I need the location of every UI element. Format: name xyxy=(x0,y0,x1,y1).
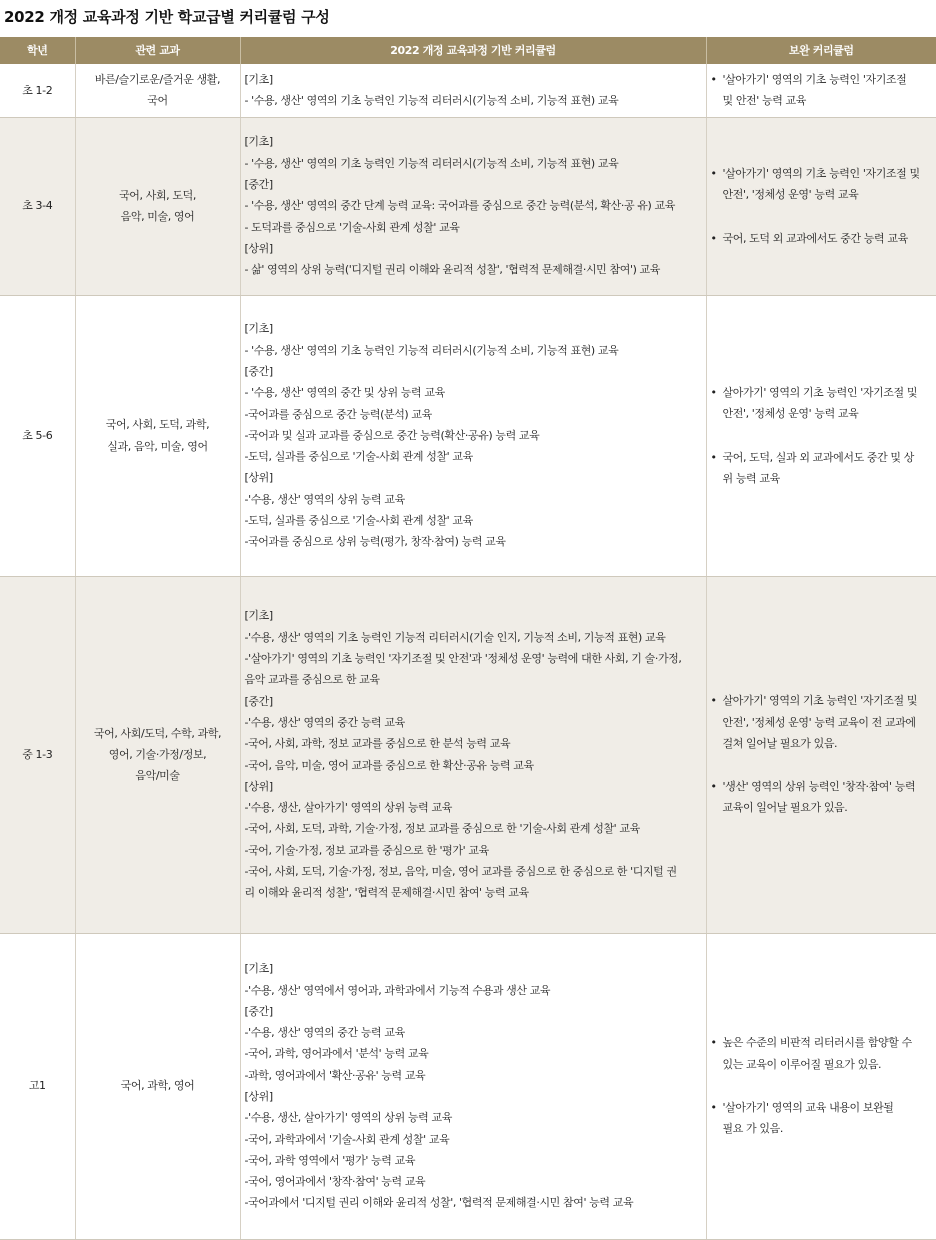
supplement-line: 안전', '정체성 운영' 능력 교육 xyxy=(722,407,859,421)
curriculum-line: -'살아가기' 영역의 기초 능력인 '자기조절 및 안전'과 '정체성 운영' 능력에 대한 사회, 기 술·가정, xyxy=(244,652,682,666)
supplement-line: 안전', '정체성 운영' 능력 교육이 전 교과에 xyxy=(722,715,916,729)
supplement-line: 국어, 도덕, 실과 외 교과에서도 중간 및 상 xyxy=(722,450,914,464)
curriculum-cell xyxy=(240,576,706,933)
subject-line: 국어, 사회/도덕, 수학, 과학, xyxy=(93,726,222,740)
supplement-note xyxy=(709,228,933,249)
curriculum-line: - '수용, 생산' 영역의 기초 능력인 기능적 리터러시(기능적 소비, 기능적 표현) 교육 xyxy=(244,343,619,357)
grade-cell: 중 1-3 xyxy=(0,576,75,933)
curriculum-line: -도덕, 실과를 중심으로 '기술-사회 관계 성찰' 교육 xyxy=(244,514,473,528)
table-header-row xyxy=(0,37,936,64)
supplement-line: 교육이 일어날 필요가 있음. xyxy=(722,801,848,815)
grade-cell: 초 5-6 xyxy=(0,295,75,576)
curriculum-line: -국어, 사회, 도덕, 기술·가정, 정보, 음악, 미술, 영어 교과를 중심으로 한 중심으로 한 '디지털 권 xyxy=(244,864,677,878)
curriculum-line: - '수용, 생산' 영역의 중간 단계 능력 교육: 국어과를 중심으로 중간 능력(분석, 확산·공 유) 교육 xyxy=(244,199,675,213)
curriculum-line: -'수용, 생산' 영역에서 영어과, 과학과에서 기능적 수용과 생산 교육 xyxy=(244,983,551,997)
supplement-line: 높은 수준의 비판적 리터러시를 함양할 수 xyxy=(722,1036,912,1050)
curriculum-line: -국어, 영어과에서 '창작·참여' 능력 교육 xyxy=(244,1175,426,1189)
header-supplement: 보완 커리큘럼 xyxy=(706,37,936,64)
header-grade: 학년 xyxy=(0,37,75,64)
curriculum-line: -국어과를 중심으로 상위 능력(평가, 창작·참여) 능력 교육 xyxy=(244,535,506,549)
curriculum-line: -국어과를 중심으로 중간 능력(분석) 교육 xyxy=(244,407,432,421)
curriculum-line: [중간] xyxy=(244,1004,273,1018)
curriculum-line: -국어, 음악, 미술, 영어 교과를 중심으로 한 확산·공유 능력 교육 xyxy=(244,758,534,772)
subject-line: 음악/미술 xyxy=(135,769,180,783)
bullet-icon: • xyxy=(710,780,717,794)
curriculum-line: - '수용, 생산' 영역의 기초 능력인 기능적 리터러시(기능적 소비, 기능적 표현) 교육 xyxy=(244,94,619,108)
curriculum-line: [기초] xyxy=(244,322,273,336)
curriculum-table xyxy=(0,37,936,1240)
curriculum-line: [중간] xyxy=(244,694,273,708)
subject-line: 영어, 기술·가정/정보, xyxy=(108,747,207,761)
curriculum-line: -국어과 및 실과 교과를 중심으로 중간 능력(확산·공유) 능력 교육 xyxy=(244,428,540,442)
supplement-line: 걸쳐 일어날 필요가 있음. xyxy=(722,736,838,750)
supplement-note xyxy=(709,69,933,112)
supplement-note xyxy=(709,382,933,425)
grade-cell: 초 1-2 xyxy=(0,64,75,117)
curriculum-line: [기초] xyxy=(244,135,273,149)
supplement-line: 살아가기' 영역의 기초 능력인 '자기조절 및 xyxy=(722,385,918,399)
table-row xyxy=(0,117,936,295)
table-row xyxy=(0,64,936,117)
supplement-note xyxy=(709,1032,933,1075)
supplement-note xyxy=(709,776,933,819)
supplement-line: 위 능력 교육 xyxy=(722,471,780,485)
curriculum-line: - 삶' 영역의 상위 능력('디지털 권리 이해와 윤리적 성찰', '협력적 문제해결·시민 참여') 교육 xyxy=(244,263,661,277)
supplement-note xyxy=(709,690,933,754)
supplement-note xyxy=(709,1097,933,1140)
curriculum-line: -'수용, 생산' 영역의 중간 능력 교육 xyxy=(244,715,405,729)
supplement-cell xyxy=(706,295,936,576)
table-row xyxy=(0,295,936,576)
bullet-icon: • xyxy=(710,167,717,181)
curriculum-line: - 도덕과를 중심으로 '기술-사회 관계 성찰' 교육 xyxy=(244,220,460,234)
curriculum-line: -국어, 과학과에서 '기술-사회 관계 성찰' 교육 xyxy=(244,1132,450,1146)
curriculum-line: 리 이해와 윤리적 성찰', '협력적 문제해결·시민 참여' 능력 교육 xyxy=(244,886,529,900)
subjects-cell xyxy=(75,576,240,933)
curriculum-line: -'수용, 생산' 영역의 기초 능력인 기능적 리터러시(기술 인지, 기능적 소비, 기능적 표현) 교육 xyxy=(244,630,666,644)
curriculum-line: -국어과에서 '디지털 권리 이해와 윤리적 성찰', '협력적 문제해결·시민 참여' 능력 교육 xyxy=(244,1196,634,1210)
curriculum-line: -국어, 과학, 영어과에서 '분석' 능력 교육 xyxy=(244,1047,429,1061)
subject-line: 실과, 음악, 미술, 영어 xyxy=(107,439,208,453)
curriculum-line: -국어, 과학 영역에서 '평가' 능력 교육 xyxy=(244,1153,416,1167)
header-subjects: 관련 교과 xyxy=(75,37,240,64)
curriculum-line: [상위] xyxy=(244,241,273,255)
supplement-line: '살아가기' 영역의 교육 내용이 보완될 xyxy=(722,1101,894,1114)
table-row xyxy=(0,576,936,933)
curriculum-line: -국어, 사회, 도덕, 과학, 기술·가정, 정보 교과를 중심으로 한 '기술-사회 관계 성찰' 교육 xyxy=(244,822,640,836)
supplement-line: 안전', '정체성 운영' 능력 교육 xyxy=(722,188,859,202)
grade-cell: 고1 xyxy=(0,933,75,1239)
bullet-icon: • xyxy=(710,450,717,464)
curriculum-line: -과학, 영어과에서 '확산·공유' 능력 교육 xyxy=(244,1068,426,1082)
bullet-icon: • xyxy=(710,72,717,86)
supplement-line: 살아가기' 영역의 기초 능력인 '자기조절 및 xyxy=(722,694,918,708)
curriculum-line: [상위] xyxy=(244,1090,273,1103)
curriculum-cell xyxy=(240,295,706,576)
bullet-icon: • xyxy=(710,1101,717,1114)
bullet-icon: • xyxy=(710,231,717,245)
subject-line: 국어 xyxy=(147,94,168,108)
supplement-line: '생산' 영역의 상위 능력인 '창작·참여' 능력 xyxy=(722,780,916,794)
subjects-cell xyxy=(75,64,240,117)
supplement-line: 있는 교육이 이루어질 필요가 있음. xyxy=(722,1057,882,1071)
curriculum-line: -'수용, 생산' 영역의 상위 능력 교육 xyxy=(244,492,405,506)
subject-line: 바른/슬기로운/즐거운 생활, xyxy=(94,72,221,86)
curriculum-cell xyxy=(240,933,706,1239)
subject-line: 음악, 미술, 영어 xyxy=(120,210,195,223)
curriculum-line: [기초] xyxy=(244,609,273,623)
supplement-cell xyxy=(706,64,936,117)
subject-line: 국어, 사회, 도덕, 과학, xyxy=(105,418,210,432)
subjects-cell xyxy=(75,933,240,1239)
curriculum-line: -'수용, 생산, 살아가기' 영역의 상위 능력 교육 xyxy=(244,801,452,815)
supplement-cell xyxy=(706,576,936,933)
supplement-cell xyxy=(706,117,936,295)
grade-cell: 초 3-4 xyxy=(0,117,75,295)
curriculum-line: [중간] xyxy=(244,178,273,192)
curriculum-cell xyxy=(240,64,706,117)
curriculum-line: -'수용, 생산, 살아가기' 영역의 상위 능력 교육 xyxy=(244,1111,452,1125)
curriculum-line: [기초] xyxy=(244,962,273,976)
curriculum-line: - '수용, 생산' 영역의 중간 및 상위 능력 교육 xyxy=(244,386,445,400)
subjects-cell xyxy=(75,295,240,576)
table-body xyxy=(0,64,936,1239)
bullet-icon: • xyxy=(710,1036,717,1050)
curriculum-line: [기초] xyxy=(244,72,273,86)
curriculum-line: [상위] xyxy=(244,779,273,793)
curriculum-line: -국어, 기술·가정, 정보 교과를 중심으로 한 '평가' 교육 xyxy=(244,843,489,857)
subject-line: 국어, 과학, 영어 xyxy=(120,1079,195,1093)
curriculum-cell xyxy=(240,117,706,295)
bullet-icon: • xyxy=(710,385,717,399)
curriculum-line: 음악 교과를 중심으로 한 교육 xyxy=(244,673,380,687)
bullet-icon: • xyxy=(710,694,717,708)
curriculum-line: -국어, 사회, 과학, 정보 교과를 중심으로 한 분석 능력 교육 xyxy=(244,737,511,751)
curriculum-line: -도덕, 실과를 중심으로 '기술-사회 관계 성찰' 교육 xyxy=(244,450,473,464)
subject-line: 국어, 사회, 도덕, xyxy=(119,188,196,202)
curriculum-line: [상위] xyxy=(244,471,273,485)
curriculum-line: - '수용, 생산' 영역의 기초 능력인 기능적 리터러시(기능적 소비, 기능적 표현) 교육 xyxy=(244,156,619,170)
supplement-note xyxy=(709,163,933,206)
table-row xyxy=(0,933,936,1239)
curriculum-line: -'수용, 생산' 영역의 중간 능력 교육 xyxy=(244,1026,405,1040)
subjects-cell xyxy=(75,117,240,295)
supplement-line: '살아가기' 영역의 기초 능력인 '자기조절 및 xyxy=(722,167,920,181)
supplement-note xyxy=(709,447,933,490)
supplement-line: 국어, 도덕 외 교과에서도 중간 능력 교육 xyxy=(722,231,908,245)
curriculum-line: [중간] xyxy=(244,364,273,378)
supplement-cell xyxy=(706,933,936,1239)
supplement-line: 필요 가 있음. xyxy=(722,1122,783,1136)
supplement-line: 및 안전' 능력 교육 xyxy=(722,94,806,108)
supplement-line: '살아가기' 영역의 기초 능력인 '자기조절 xyxy=(722,72,907,86)
header-curriculum: 2022 개정 교육과정 기반 커리큘럼 xyxy=(240,37,706,64)
page-title: 2022 개정 교육과정 기반 학교급별 커리큘럼 구성 xyxy=(4,8,330,26)
